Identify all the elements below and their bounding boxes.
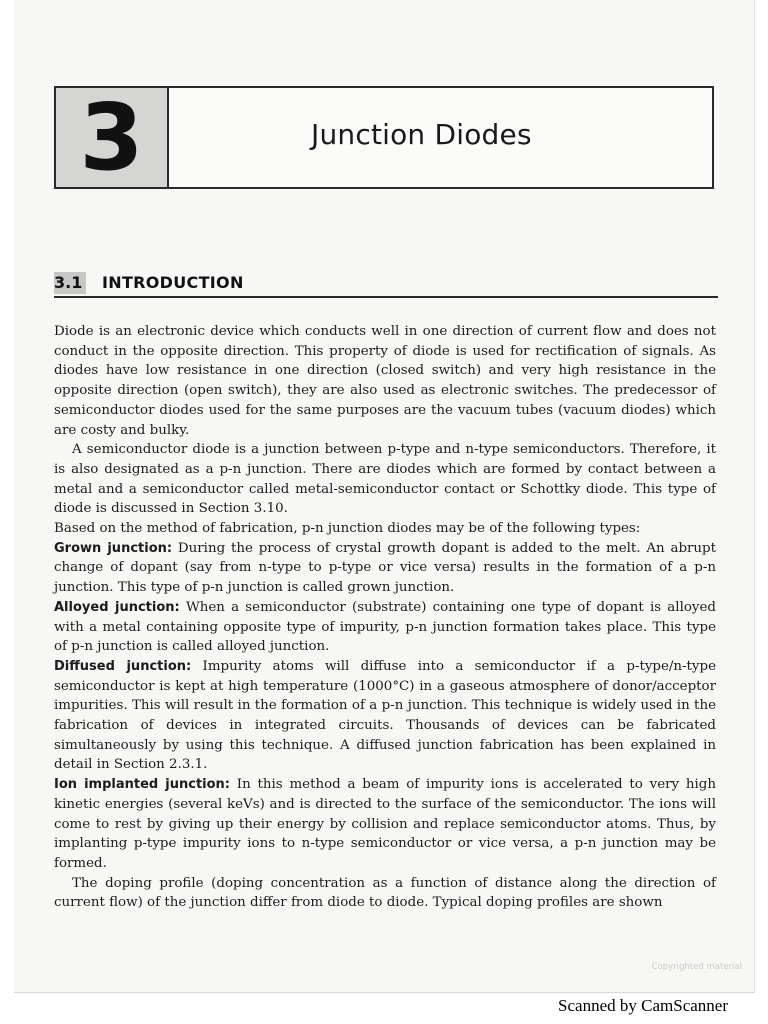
paragraph-fabrication-types bbox=[54, 519, 716, 539]
scanner-footer: Scanned by CamScanner bbox=[558, 996, 728, 1015]
term-ion-implanted-junction: Ion implanted junction: bbox=[54, 777, 230, 793]
paragraph-doping-profile bbox=[54, 874, 716, 913]
paragraph-text: Based on the method of fabrication, p-n junction diodes may be of the following types: bbox=[54, 521, 641, 537]
paragraph-ion-implanted-junction bbox=[54, 775, 716, 874]
paragraph-text: A semiconductor diode is a junction between p-type and n-type semiconductors. Therefore, it is also designated as a p-n junction. There are diodes which are formed by contact between a metal and a semiconductor called metal-semiconductor contact or Schottky diode. This type of diode is discussed in Section 3.10. bbox=[54, 442, 716, 517]
term-grown-junction: Grown junction: bbox=[54, 540, 173, 556]
paragraph-text: Impurity atoms will diffuse into a semiconductor if a p-type/n-type semiconductor is kept at high temperature (1000°C) in a gaseous atmosphere of donor/acceptor impurities. This will result in the formation of a p-n junction. This technique is widely used in the fabrication of devices in integrated circuits. Thousands of devices can be fabricated simultaneously by using this technique. A diffused junction fabrication has been explained in detail in Section 2.3.1. bbox=[54, 658, 716, 773]
section-title: INTRODUCTION bbox=[102, 273, 244, 292]
section-body bbox=[54, 322, 716, 913]
paragraph-alloyed-junction bbox=[54, 598, 716, 657]
chapter-header bbox=[54, 86, 714, 189]
paragraph-text: The doping profile (doping concentration as a function of distance along the direction of current flow) of the junction differ from diode to diode. Typical doping profiles are shown bbox=[54, 875, 716, 911]
chapter-title: Junction Diodes bbox=[311, 118, 532, 151]
paragraph-text: Diode is an electronic device which conducts well in one direction of current flow and does not conduct in the opposite direction. This property of diode is used for rectification of signals. As diodes have low resistance in one direction (closed switch) and very high resistance in the opposite direction (open switch), they are also used as electronic switches. The predecessor of semiconductor diodes used for the same purposes are the vacuum tubes (vacuum diodes) which are costy and bulky. bbox=[54, 324, 716, 438]
paragraph-diffused-junction bbox=[54, 657, 716, 775]
chapter-number: 3 bbox=[56, 88, 169, 187]
section-heading bbox=[54, 270, 718, 298]
term-alloyed-junction: Alloyed junction: bbox=[54, 599, 180, 615]
section-number: 3.1 bbox=[54, 272, 86, 294]
paragraph-text: During the process of crystal growth dopant is added to the melt. An abrupt change of dopant (say from n-type to p-type or vice versa) results in the formation of a p-n junction. This type of p-n junction is called grown junction. bbox=[54, 540, 716, 596]
paragraph-grown-junction bbox=[54, 539, 716, 598]
book-page bbox=[14, 0, 755, 993]
paragraph-semiconductor-diode bbox=[54, 440, 716, 519]
paragraph-diode-definition bbox=[54, 322, 716, 440]
copyright-watermark: Copyrighted material bbox=[651, 962, 742, 972]
paragraph-text: When a semiconductor (substrate) containing one type of dopant is alloyed with a metal containing opposite type of impurity, p-n junction formation takes place. This type of p-n junction is called alloyed junction. bbox=[54, 599, 716, 655]
term-diffused-junction: Diffused junction: bbox=[54, 658, 192, 674]
paragraph-text: In this method a beam of impurity ions is accelerated to very high kinetic energies (several keVs) and is directed to the surface of the semiconductor. The ions will come to rest by giving up their energy by collision and replace semiconductor atoms. Thus, by implanting p-type impurity ions to n-type semiconductor or vice versa, a p-n junction may be formed. bbox=[54, 777, 716, 871]
